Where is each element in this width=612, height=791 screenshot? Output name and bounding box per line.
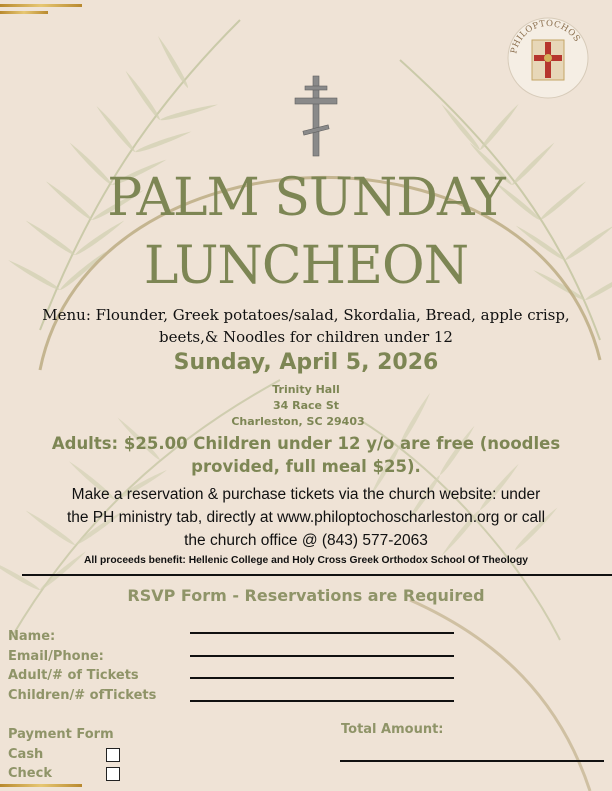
field-label-email-phone: Email/Phone: — [8, 649, 104, 664]
reservation-line-2: the PH ministry tab, directly at www.philoptochoscharleston.org or call — [66, 509, 546, 526]
proceeds-note: All proceeds benefit: Hellenic College and Holy Cross Greek Orthodox School Of Theology — [84, 555, 528, 566]
title-line-2: LUNCHEON — [143, 236, 469, 296]
svg-text:PHILOPTOCHOS: PHILOPTOCHOS — [509, 18, 582, 55]
pricing-line-1: Adults: $25.00 Children under 12 y/o are free (noodles — [51, 434, 561, 453]
total-amount-label: Total Amount: — [341, 722, 444, 737]
field-line-email-phone[interactable] — [190, 655, 454, 657]
cash-checkbox[interactable] — [106, 748, 120, 762]
payment-heading: Payment Form — [8, 727, 114, 742]
reservation-line-1: Make a reservation & purchase tickets via the church website: under — [71, 486, 541, 503]
field-label-name: Name: — [8, 629, 56, 644]
field-label-adult-tickets: Adult/# of Tickets — [8, 668, 139, 683]
menu-line-1: Menu: Flounder, Greek potatoes/salad, Skordalia, Bread, apple crisp, — [42, 306, 570, 324]
venue-street: 34 Race St — [272, 399, 340, 412]
orthodox-cross-icon — [295, 76, 337, 156]
gold-accent-top-1 — [0, 4, 82, 7]
gold-accent-bottom — [0, 784, 82, 787]
reservation-line-3: the church office @ (843) 577-2063 — [184, 532, 428, 549]
field-line-name[interactable] — [190, 632, 454, 634]
field-line-adult-tickets[interactable] — [190, 677, 454, 679]
venue-city: Charleston, SC 29403 — [231, 415, 365, 428]
menu-line-2: beets,& Noodles for children under 12 — [159, 328, 453, 346]
philoptochos-logo-icon — [508, 18, 588, 98]
field-line-children-tickets[interactable] — [190, 700, 454, 702]
check-checkbox[interactable] — [106, 767, 120, 781]
palm-arch-lower — [410, 600, 590, 791]
venue-name: Trinity Hall — [272, 383, 340, 396]
title-line-1: PALM SUNDAY — [107, 168, 505, 228]
pricing-line-2: provided, full meal $25). — [191, 457, 421, 476]
rsvp-heading: RSVP Form - Reservations are Required — [127, 586, 485, 605]
payment-option-check: Check — [8, 766, 52, 781]
gold-accent-top-2 — [0, 11, 48, 14]
event-date: Sunday, April 5, 2026 — [173, 350, 439, 375]
section-divider — [22, 574, 612, 576]
total-amount-line[interactable] — [340, 760, 604, 762]
payment-option-cash: Cash — [8, 747, 44, 762]
field-label-children-tickets: Children/# ofTickets — [8, 688, 157, 703]
